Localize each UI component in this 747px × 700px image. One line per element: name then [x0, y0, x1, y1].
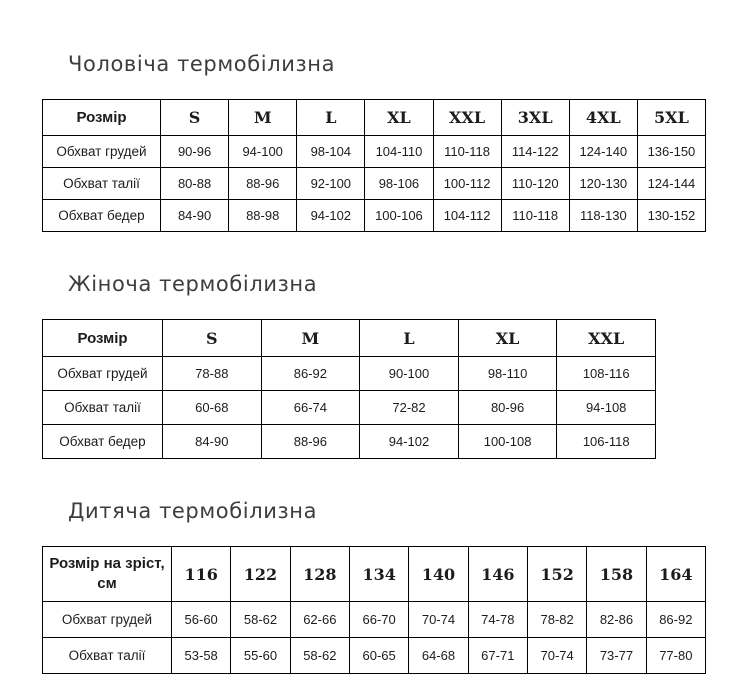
value-cell: 66-70	[349, 602, 408, 638]
value-cell: 80-88	[161, 168, 229, 200]
table-row	[43, 425, 656, 459]
value-cell: 66-74	[261, 391, 360, 425]
women-section-title: Жіноча термобілизна	[68, 272, 318, 296]
table-row	[43, 638, 706, 674]
table-row	[43, 357, 656, 391]
size-col-header: S	[163, 320, 262, 357]
value-cell: 55-60	[231, 638, 290, 674]
value-cell: 73-77	[587, 638, 646, 674]
size-col-header: 134	[349, 547, 408, 602]
value-cell: 118-130	[569, 200, 637, 232]
value-cell: 94-100	[229, 136, 297, 168]
value-cell: 56-60	[172, 602, 231, 638]
value-cell: 94-102	[297, 200, 365, 232]
size-label-header: Розмір	[43, 100, 161, 136]
value-cell: 120-130	[569, 168, 637, 200]
value-cell: 86-92	[646, 602, 705, 638]
value-cell: 53-58	[172, 638, 231, 674]
value-cell: 67-71	[468, 638, 527, 674]
size-col-header: L	[360, 320, 459, 357]
value-cell: 100-112	[433, 168, 501, 200]
value-cell: 90-100	[360, 357, 459, 391]
value-cell: 90-96	[161, 136, 229, 168]
kids-section-title: Дитяча термобілизна	[68, 499, 318, 523]
size-col-header: XXL	[557, 320, 656, 357]
value-cell: 70-74	[527, 638, 586, 674]
value-cell: 130-152	[637, 200, 705, 232]
value-cell: 124-140	[569, 136, 637, 168]
size-col-header: XL	[365, 100, 433, 136]
size-col-header: 122	[231, 547, 290, 602]
size-col-header: 152	[527, 547, 586, 602]
value-cell: 98-104	[297, 136, 365, 168]
value-cell: 98-110	[458, 357, 557, 391]
size-col-header: 140	[409, 547, 468, 602]
value-cell: 77-80	[646, 638, 705, 674]
table-row	[43, 168, 706, 200]
size-col-header: 5XL	[637, 100, 705, 136]
value-cell: 94-102	[360, 425, 459, 459]
value-cell: 100-108	[458, 425, 557, 459]
table-row	[43, 602, 706, 638]
value-cell: 106-118	[557, 425, 656, 459]
value-cell: 78-88	[163, 357, 262, 391]
row-label: Обхват грудей	[43, 602, 172, 638]
value-cell: 74-78	[468, 602, 527, 638]
value-cell: 58-62	[290, 638, 349, 674]
value-cell: 60-68	[163, 391, 262, 425]
value-cell: 92-100	[297, 168, 365, 200]
value-cell: 78-82	[527, 602, 586, 638]
value-cell: 114-122	[501, 136, 569, 168]
row-label: Обхват талії	[43, 168, 161, 200]
size-col-header: XXL	[433, 100, 501, 136]
value-cell: 124-144	[637, 168, 705, 200]
value-cell: 110-118	[433, 136, 501, 168]
row-label: Обхват талії	[43, 391, 163, 425]
size-col-header: 4XL	[569, 100, 637, 136]
row-label: Обхват талії	[43, 638, 172, 674]
value-cell: 72-82	[360, 391, 459, 425]
value-cell: 82-86	[587, 602, 646, 638]
size-col-header: M	[261, 320, 360, 357]
value-cell: 110-120	[501, 168, 569, 200]
value-cell: 84-90	[163, 425, 262, 459]
row-label: Обхват грудей	[43, 357, 163, 391]
men-section-title: Чоловіча термобілизна	[68, 52, 336, 76]
value-cell: 136-150	[637, 136, 705, 168]
size-col-header: S	[161, 100, 229, 136]
women-size-table	[42, 319, 656, 459]
size-col-header: 158	[587, 547, 646, 602]
value-cell: 80-96	[458, 391, 557, 425]
value-cell: 88-96	[229, 168, 297, 200]
women-section	[42, 272, 707, 459]
value-cell: 88-98	[229, 200, 297, 232]
size-col-header: 128	[290, 547, 349, 602]
men-section	[42, 52, 707, 232]
table-row	[43, 136, 706, 168]
size-col-header: XL	[458, 320, 557, 357]
row-label: Обхват бедер	[43, 425, 163, 459]
value-cell: 64-68	[409, 638, 468, 674]
size-col-header: L	[297, 100, 365, 136]
value-cell: 104-112	[433, 200, 501, 232]
size-col-header: 116	[172, 547, 231, 602]
table-row	[43, 391, 656, 425]
size-col-header: 164	[646, 547, 705, 602]
size-col-header: 3XL	[501, 100, 569, 136]
value-cell: 110-118	[501, 200, 569, 232]
size-col-header: 146	[468, 547, 527, 602]
table-header-row	[43, 547, 706, 602]
kids-size-table	[42, 546, 706, 674]
value-cell: 108-116	[557, 357, 656, 391]
row-label: Обхват грудей	[43, 136, 161, 168]
value-cell: 94-108	[557, 391, 656, 425]
men-size-table	[42, 99, 706, 232]
value-cell: 88-96	[261, 425, 360, 459]
value-cell: 86-92	[261, 357, 360, 391]
value-cell: 100-106	[365, 200, 433, 232]
value-cell: 104-110	[365, 136, 433, 168]
table-header-row	[43, 100, 706, 136]
value-cell: 70-74	[409, 602, 468, 638]
size-label-header: Розмір	[43, 320, 163, 357]
size-label-header: Розмір на зріст, см	[43, 547, 172, 602]
value-cell: 84-90	[161, 200, 229, 232]
size-col-header: M	[229, 100, 297, 136]
value-cell: 62-66	[290, 602, 349, 638]
kids-section	[42, 499, 707, 674]
table-header-row	[43, 320, 656, 357]
row-label: Обхват бедер	[43, 200, 161, 232]
value-cell: 60-65	[349, 638, 408, 674]
table-row	[43, 200, 706, 232]
value-cell: 98-106	[365, 168, 433, 200]
value-cell: 58-62	[231, 602, 290, 638]
